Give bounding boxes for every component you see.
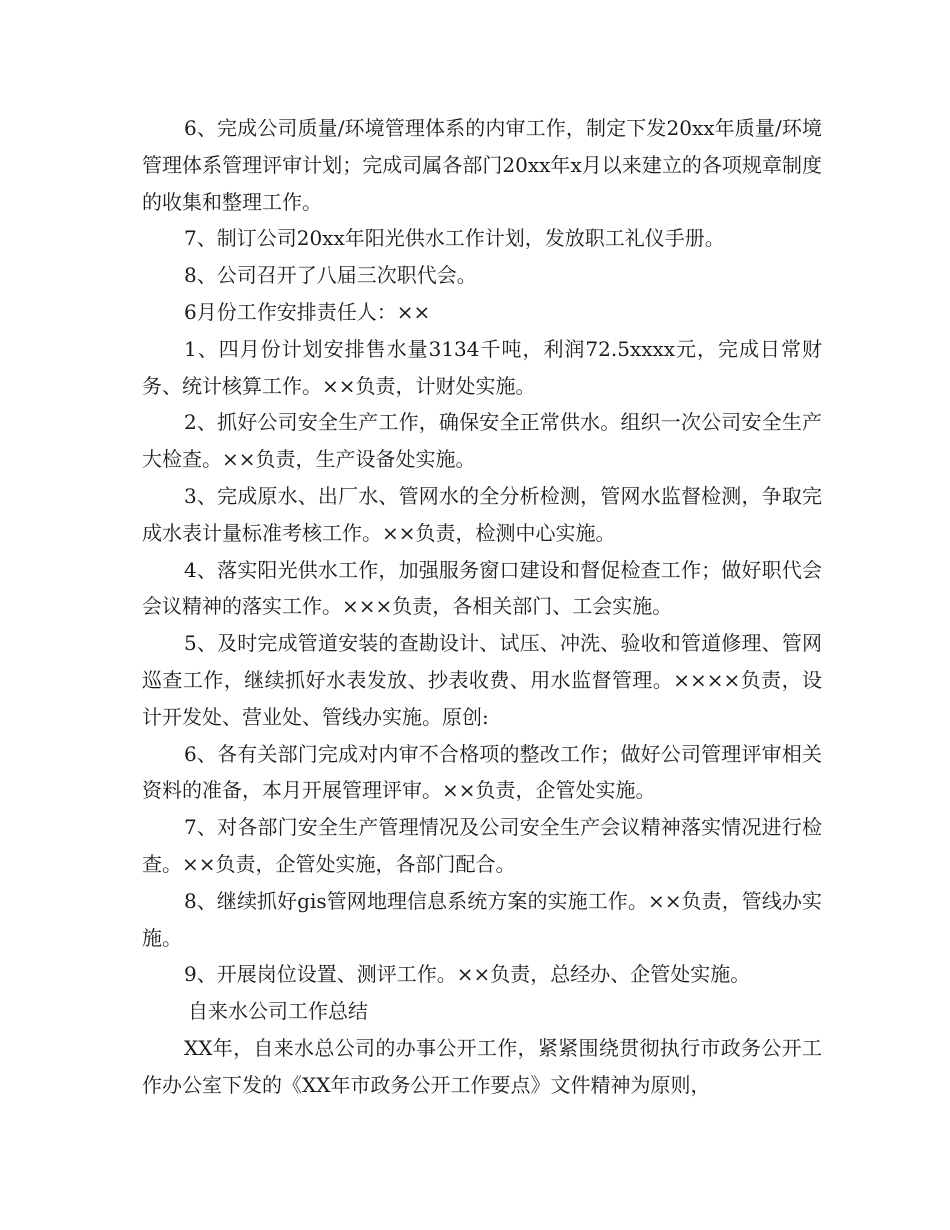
- document-body: [142, 110, 822, 1104]
- paragraph-task-1: 1、四月份计划安排售水量3134千吨，利润72.5xxxx元，完成日常财务、统计核算工作。××负责，计财处实施。: [142, 336, 822, 398]
- paragraph-task-5: 5、及时完成管道安装的查勘设计、试压、冲洗、验收和管道修理、管网巡查工作，继续抓好水表发放、抄表收费、用水监督管理。××××负责，设计开发处、营业处、管线办实施。原创:: [142, 631, 822, 729]
- paragraph-task-2: 2、抓好公司安全生产工作，确保安全正常供水。组织一次公司安全生产大检查。××负责，生产设备处实施。: [142, 410, 822, 472]
- paragraph-task-9: 9、开展岗位设置、测评工作。××负责，总经办、企管处实施。: [184, 962, 751, 987]
- section-title: 自来水公司工作总结: [188, 999, 368, 1024]
- paragraph-task-3: 3、完成原水、出厂水、管网水的全分析检测，管网水监督检测，争取完成水表计量标准考核工作。××负责，检测中心实施。: [142, 483, 822, 545]
- paragraph-task-6: 6、各有关部门完成对内审不合格项的整改工作；做好公司管理评审相关资料的准备，本月开展管理评审。××负责，企管处实施。: [142, 741, 822, 803]
- paragraph-summary-intro: XX年，自来水总公司的办事公开工作，紧紧围绕贯彻执行市政务公开工作办公室下发的《XX年市政务公开工作要点》文件精神为原则，: [142, 1035, 822, 1097]
- paragraph-task-4: 4、落实阳光供水工作，加强服务窗口建设和督促检查工作；做好职代会会议精神的落实工作。×××负责，各相关部门、工会实施。: [142, 557, 822, 619]
- paragraph-june-responsible: 6月份工作安排责任人：××: [184, 299, 431, 324]
- paragraph-task-8: 8、继续抓好gis管网地理信息系统方案的实施工作。××负责，管线办实施。: [142, 888, 822, 950]
- paragraph-item-8-congress: 8、公司召开了八届三次职代会。: [184, 263, 477, 288]
- paragraph-task-7: 7、对各部门安全生产管理情况及公司安全生产会议精神落实情况进行检查。××负责，企管处实施，各部门配合。: [142, 815, 822, 876]
- paragraph-item-6-qms-audit: 6、完成公司质量/环境管理体系的内审工作，制定下发20xx年质量/环境管理体系管理评审计划；完成司属各部门20xx年x月以来建立的各项规章制度的收集和整理工作。: [142, 116, 822, 214]
- paragraph-item-7-sunshine-plan: 7、制订公司20xx年阳光供水工作计划，发放职工礼仪手册。: [184, 226, 725, 251]
